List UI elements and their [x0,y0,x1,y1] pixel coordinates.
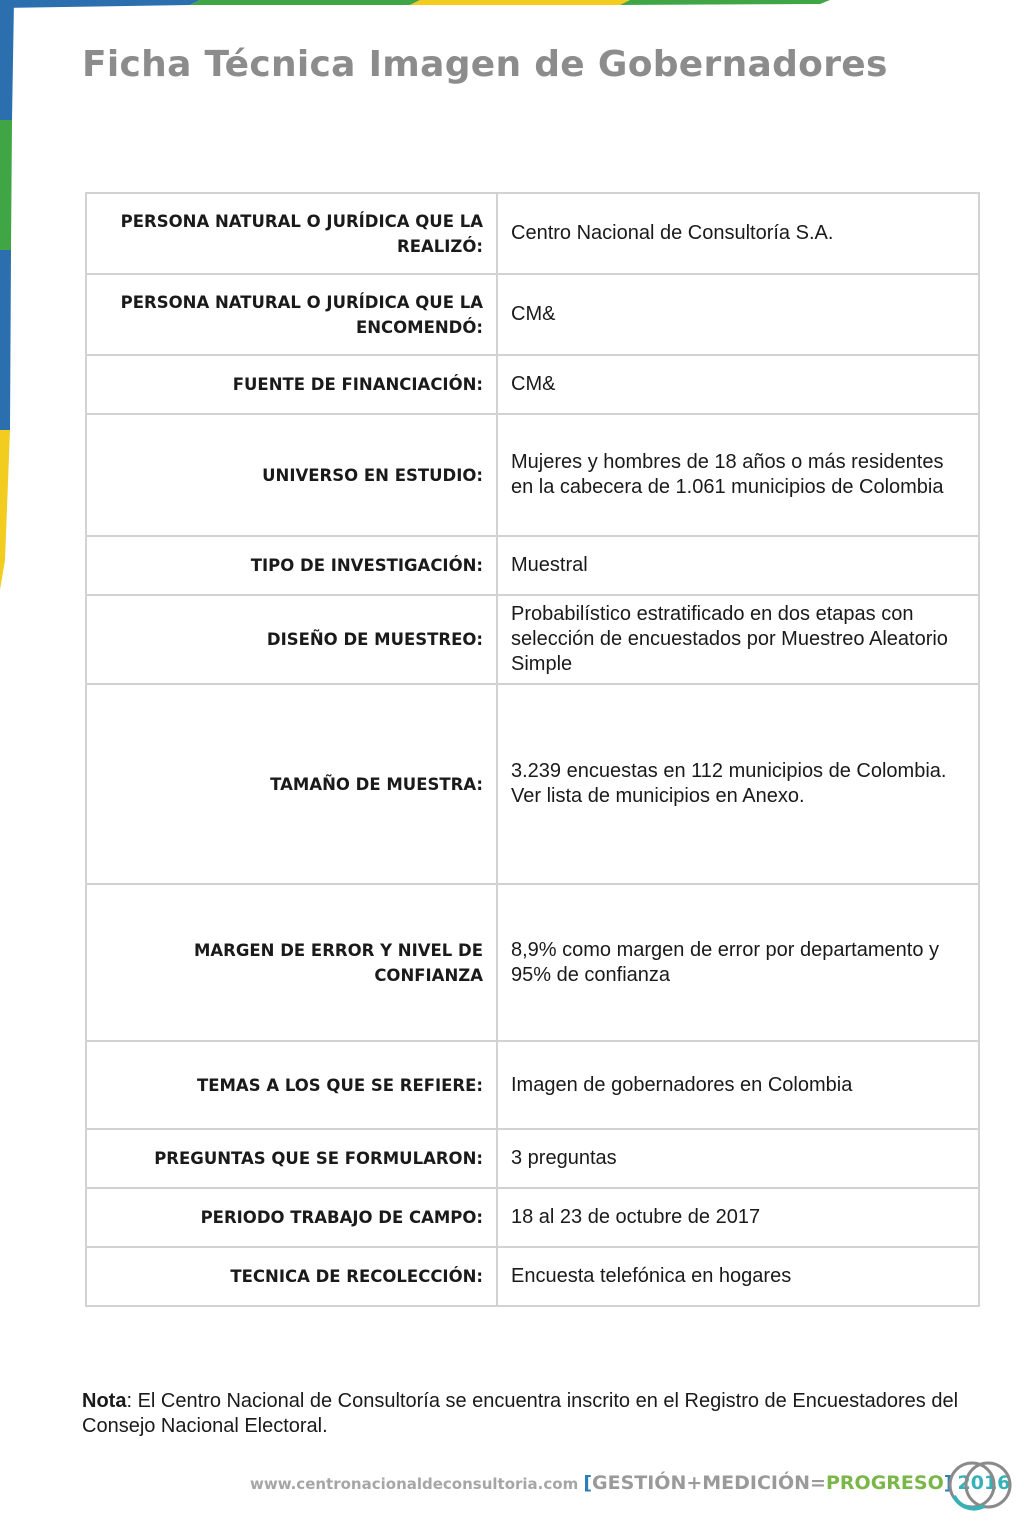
row-value: CM& [497,274,979,355]
note-paragraph [82,1389,982,1439]
row-label: PERIODO TRABAJO DE CAMPO: [86,1188,497,1247]
table-row [86,274,979,355]
row-label: TAMAÑO DE MUESTRA: [86,684,497,884]
row-value: 8,9% como margen de error por departamento y 95% de confianza [497,884,979,1041]
slogan-text: GESTIÓN+MEDICIÓN= [592,1472,826,1494]
footer [250,1472,1010,1494]
row-value: CM& [497,355,979,414]
overlapping-circles-logo-icon [944,1452,1016,1518]
row-value: 18 al 23 de octubre de 2017 [497,1188,979,1247]
slogan-bracket-open: [ [583,1472,592,1494]
row-value: Encuesta telefónica en hogares [497,1247,979,1306]
table-row [86,536,979,595]
row-label: MARGEN DE ERROR Y NIVEL DE CONFIANZA [86,884,497,1041]
table-row [86,1188,979,1247]
slogan-progreso: PROGRESO [825,1472,944,1494]
row-label: TECNICA DE RECOLECCIÓN: [86,1247,497,1306]
table-row [86,355,979,414]
row-label: TIPO DE INVESTIGACIÓN: [86,536,497,595]
table-row [86,884,979,1041]
slogan-bracket-close: ] [943,1472,953,1494]
table-row [86,1129,979,1188]
table-row [86,684,979,884]
row-value: Probabilístico estratificado en dos etapas con selección de encuestados por Muestreo Aleatorio Simple [497,595,979,684]
row-label: PERSONA NATURAL O JURÍDICA QUE LA ENCOMENDÓ: [86,274,497,355]
table-row [86,414,979,536]
page-title: Ficha Técnica Imagen de Gobernadores [82,44,888,85]
table-row [86,1041,979,1129]
row-value: Imagen de gobernadores en Colombia [497,1041,979,1129]
table-row [86,1247,979,1306]
row-value: 3 preguntas [497,1129,979,1188]
technical-sheet-table [85,192,980,1307]
row-label: TEMAS A LOS QUE SE REFIERE: [86,1041,497,1129]
row-value: 3.239 encuestas en 112 municipios de Colombia. Ver lista de municipios en Anexo. [497,684,979,884]
table-row [86,193,979,274]
row-label: DISEÑO DE MUESTREO: [86,595,497,684]
row-value: Centro Nacional de Consultoría S.A. [497,193,979,274]
row-value: Muestral [497,536,979,595]
row-label: UNIVERSO EN ESTUDIO: [86,414,497,536]
footer-url[interactable]: www.centronacionaldeconsultoria.com [250,1475,579,1493]
row-label: PREGUNTAS QUE SE FORMULARON: [86,1129,497,1188]
row-label: FUENTE DE FINANCIACIÓN: [86,355,497,414]
footer-year: 2016 [957,1472,1011,1494]
note-text: : El Centro Nacional de Consultoría se encuentra inscrito en el Registro de Encuestadores del Consejo Nacional Electoral. [82,1390,959,1437]
row-label: PERSONA NATURAL O JURÍDICA QUE LA REALIZÓ: [86,193,497,274]
table-row [86,595,979,684]
note-label: Nota [82,1390,127,1412]
row-value: Mujeres y hombres de 18 años o más residentes en la cabecera de 1.061 municipios de Colombia [497,414,979,536]
